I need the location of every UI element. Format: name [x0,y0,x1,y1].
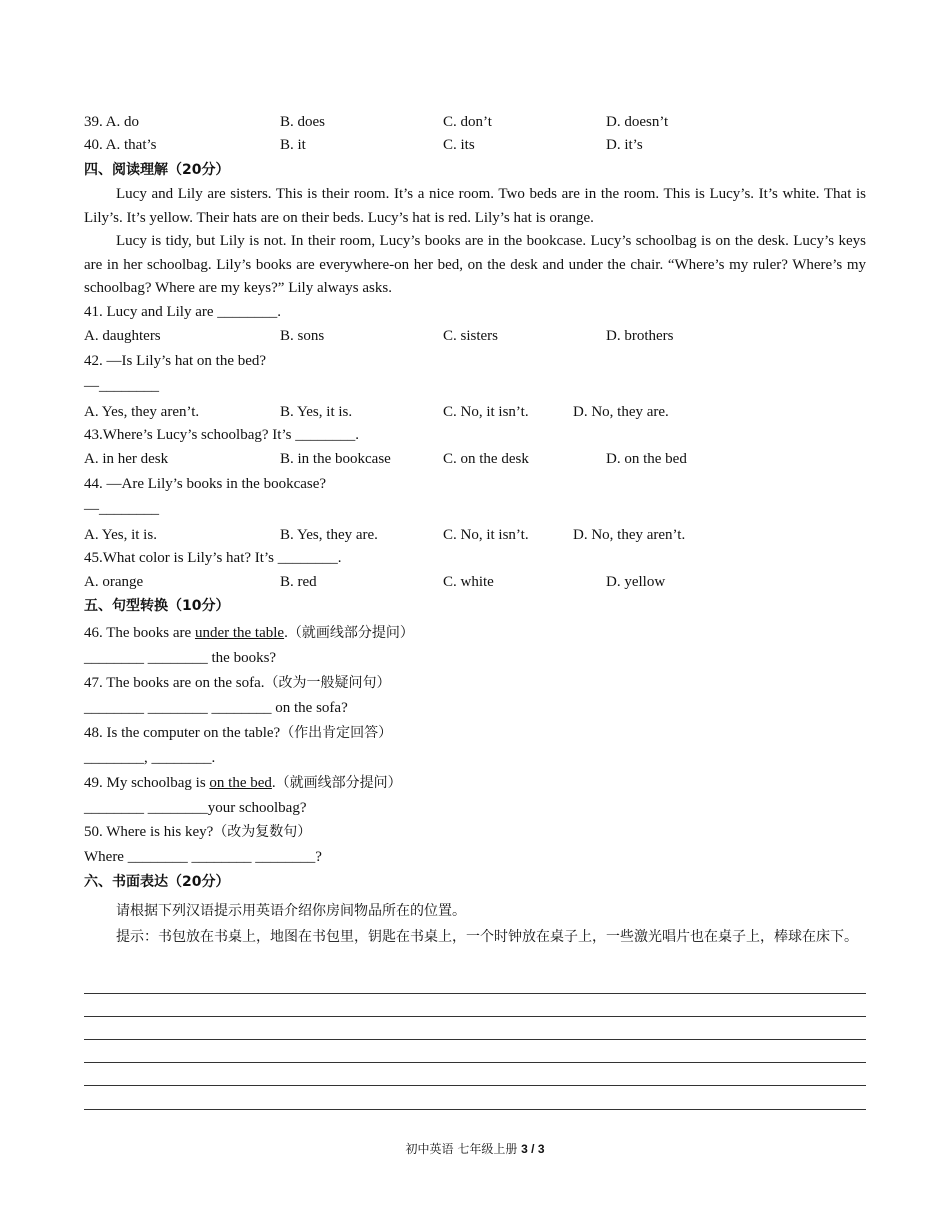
q41-option-a: A. daughters [84,328,161,344]
q50-stem: 50. Where is his key?（改为复数句） [84,824,312,840]
writing-line[interactable] [84,1016,866,1017]
q46-stem: 46. The books are under the table.（就画线部分提问） [84,625,414,641]
q43-option-c: C. on the desk [443,451,529,467]
section-4-heading: 四、阅读理解（20分） [84,162,230,178]
q49-stem: 49. My schoolbag is on the bed.（就画线部分提问） [84,775,402,791]
q44-option-b: B. Yes, they are. [280,527,378,543]
q42-option-b: B. Yes, it is. [280,404,353,420]
writing-line[interactable] [84,1109,866,1110]
q40-option-c: C. its [443,137,475,153]
q49-instruction: （就画线部分提问） [275,775,402,791]
section-6-heading: 六、书面表达（20分） [84,874,230,890]
q48-stem: 48. Is the computer on the table?（作出肯定回答） [84,725,393,741]
q42-stem: 42. —Is Lily’s hat on the bed? [84,353,267,369]
passage-paragraph-2: Lucy is tidy, but Lily is not. In their room, Lucy’s books are in the bookcase. Lucy’s schoolbag is on the desk. Lucy’s keys are in her schoolbag. Lily’s books are everywhere-on her bed, on the desk and under the chair. “Where’s my ruler? Where’s my schoolbag? Where are my keys?” Lily always asks. [84,233,866,296]
q42-option-a: A. Yes, they aren’t. [84,404,200,420]
q43-option-b: B. in the bookcase [280,451,391,467]
q39-option-a: 39. A. do [84,114,140,130]
q44-stem: 44. —Are Lily’s books in the bookcase? [84,476,327,492]
q42-option-d: D. No, they are. [573,404,669,420]
q50-answer-line: Where ________ ________ ________? [84,849,322,865]
writing-line[interactable] [84,1085,866,1086]
q43-option-d: D. on the bed [606,451,687,467]
q44-option-a: A. Yes, it is. [84,527,157,543]
q43-stem: 43.Where’s Lucy’s schoolbag? It’s ________. [84,427,359,443]
q47-instruction: （改为一般疑问句） [264,675,391,691]
page-number: 3 / 3 [521,1142,545,1156]
writing-line[interactable] [84,993,866,994]
q45-option-c: C. white [443,574,494,590]
q45-option-a: A. orange [84,574,144,590]
q46-answer-line: ________ ________ the books? [84,650,277,666]
writing-instruction: 请根据下列汉语提示用英语介绍你房间物品所在的位置。 [116,903,466,919]
writing-line[interactable] [84,1062,866,1063]
q48-answer-line: ________, ________. [84,750,216,766]
q47-answer-line: ________ ________ ________ on the sofa? [84,700,348,716]
section-5-heading: 五、句型转换（10分） [84,598,230,614]
q40-option-b: B. it [280,137,306,153]
q46-instruction: （就画线部分提问） [287,625,414,641]
q49-answer-line: ________ ________your schoolbag? [84,800,307,816]
reading-passage [84,183,866,301]
q48-instruction: （作出肯定回答） [280,725,393,741]
writing-prompt [84,898,866,950]
q39-option-c: C. don’t [443,114,492,130]
q42-option-c: C. No, it isn’t. [443,404,529,420]
q40-option-d: D. it’s [606,137,643,153]
page-footer [0,1140,950,1157]
writing-hint: 提示：书包放在书桌上，地图在书包里，钥匙在书桌上，一个时钟放在桌子上，一些激光唱片也在桌子上，棒球在床下。 [116,929,858,945]
q44-option-c: C. No, it isn’t. [443,527,529,543]
q40-option-a: 40. A. that’s [84,137,157,153]
q44-answer-blank: —________ [84,501,159,517]
q41-stem: 41. Lucy and Lily are ________. [84,304,282,320]
passage-paragraph-1: Lucy and Lily are sisters. This is their room. It’s a nice room. Two beds are in the room. This is Lucy’s. It’s white. That is Lily’s. It’s yellow. Their hats are on their beds. Lucy’s hat is red. Lily’s hat is orange. [84,186,866,226]
writing-line[interactable] [84,1039,866,1040]
footer-title: 初中英语 七年级上册 [405,1142,522,1156]
q44-option-d: D. No, they aren’t. [573,527,686,543]
q45-stem: 45.What color is Lily’s hat? It’s ________. [84,550,342,566]
q46-underlined-phrase: under the table [194,625,285,641]
q49-underlined-phrase: on the bed [209,775,272,791]
q41-option-c: C. sisters [443,328,499,344]
q42-answer-blank: —________ [84,378,159,394]
q45-option-d: D. yellow [606,574,666,590]
q39-option-b: B. does [280,114,325,130]
q50-instruction: （改为复数句） [213,824,312,840]
q39-option-d: D. doesn’t [606,114,669,130]
q45-option-b: B. red [280,574,317,590]
q47-stem: 47. The books are on the sofa.（改为一般疑问句） [84,675,391,691]
q41-option-d: D. brothers [606,328,674,344]
q41-option-b: B. sons [280,328,325,344]
q43-option-a: A. in her desk [84,451,169,467]
